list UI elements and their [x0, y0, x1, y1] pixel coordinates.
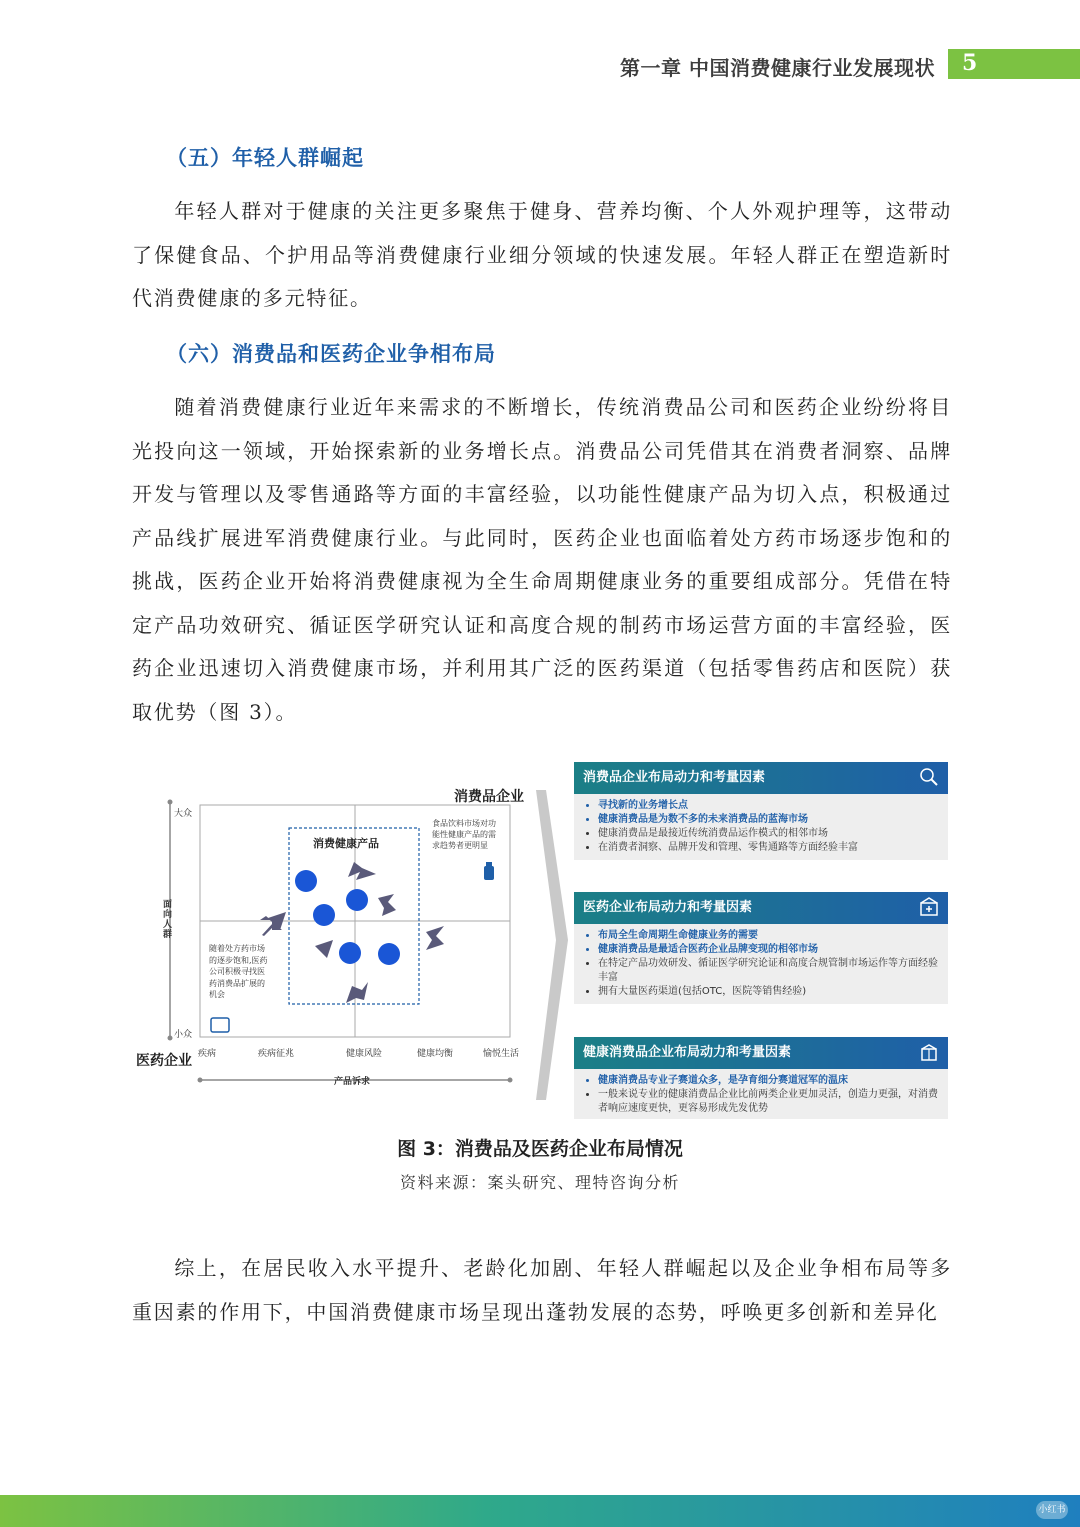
conclusion-paragraph: 综上，在居民收入水平提升、老龄化加剧、年轻人群崛起以及企业争相布局等多重因素的作用下，中国消费健康市场呈现出蓬勃发展的态势，呼唤更多创新和差异化	[132, 1256, 952, 1324]
arrow-shape	[348, 862, 376, 880]
watermark: 小红书	[1036, 1501, 1068, 1519]
product-dot	[295, 870, 317, 892]
section-paragraph-young: 年轻人群对于健康的关注更多聚焦于健身、营养均衡、个人外观护理等，这带动了保健食品、个护用品等消费健康行业细分领域的快速发展。年轻人群正在塑造新时代消费健康的多元特征。	[132, 199, 952, 310]
arrow-shape	[378, 894, 396, 916]
product-dot	[378, 943, 400, 965]
magnifier-icon	[918, 766, 940, 788]
panel-pharma	[574, 892, 948, 1004]
x-tick-2: 疾病征兆	[258, 1049, 295, 1059]
y-top-label: 大众	[174, 809, 193, 819]
y-axis-label: 面向人群	[163, 900, 173, 940]
list-item: • 健康消费品专业子赛道众多，是孕育细分赛道冠军的温床	[598, 1074, 940, 1088]
page-number: 5	[962, 50, 978, 76]
bottle-icon	[484, 866, 494, 880]
list-item: • 拥有大量医药渠道(包括OTC，医院等销售经验)	[598, 985, 940, 999]
figure-caption: 图 3：消费品及医药企业布局情况	[397, 1138, 683, 1160]
box-icon	[918, 1041, 940, 1063]
panel-pharma-title: 医药企业布局动力和考量因素	[574, 892, 948, 924]
list-item: • 布局全生命周期生命健康业务的需要	[598, 929, 940, 943]
chapter-title: 第一章 中国消费健康行业发展现状	[620, 56, 935, 80]
list-item: • 在消费者洞察、品牌开发和管理、零售通路等方面经验丰富	[598, 841, 940, 855]
pharmacy-icon	[918, 896, 940, 918]
panel-health-consumer	[574, 1037, 948, 1119]
panel-consumer	[574, 762, 948, 860]
product-dot	[313, 904, 335, 926]
section-paragraph-companies: 随着消费健康行业近年来需求的不断增长，传统消费品公司和医药企业纷纷将目光投向这一领域，开始探索新的业务增长点。消费品公司凭借其在消费者洞察、品牌开发与管理以及零售通路等方面的丰富经验，以功能性健康产品为切入点，积极通过产品线扩展进军消费健康行业。与此同时，医药企业也面临着处方药市场逐步饱和的挑战，医药企业开始将消费健康视为全生命周期健康业务的重要组成部分。凭借在特定产品功效研究、循证医学研究认证和高度合规的制药市场运营方面的丰富经验，医药企业迅速切入消费健康市场，并利用其广泛的医药渠道（包括零售药店和医院）获取优势（图 3）。	[132, 395, 952, 724]
figure-source: 资料来源：案头研究、理特咨询分析	[399, 1173, 680, 1192]
arrow-shape	[310, 940, 333, 963]
arrow-shape	[262, 912, 286, 936]
pill-bottle-icon	[211, 1018, 229, 1032]
list-item: • 健康消费品是最适合医药企业品牌变现的相邻市场	[598, 943, 940, 957]
consumer-company-label: 消费品企业	[454, 789, 524, 805]
list-item: • 健康消费品是最接近传统消费品运作模式的相邻市场	[598, 827, 940, 841]
product-dot	[339, 942, 361, 964]
arrow-shape	[346, 982, 368, 1003]
section-heading-companies: （六）消费品和医药企业争相布局	[166, 341, 496, 366]
x-tick-1: 疾病	[198, 1049, 217, 1059]
chevron-connector	[536, 790, 570, 1110]
list-item: • 健康消费品是为数不多的未来消费品的蓝海市场	[598, 813, 940, 827]
panel-consumer-title: 消费品企业布局动力和考量因素	[574, 762, 948, 794]
x-tick-4: 健康均衡	[417, 1049, 454, 1059]
product-dot	[346, 889, 368, 911]
list-item: • 一般来说专业的健康消费品企业比前两类企业更加灵活，创造力更强，对消费者响应速度更快，更容易形成先发优势	[598, 1088, 940, 1116]
pharma-company-label: 医药企业	[136, 1053, 192, 1069]
panel-health-consumer-title: 健康消费品企业布局动力和考量因素	[574, 1037, 948, 1069]
consumer-note: 食品饮料市场对功能性健康产品的需求趋势者更明显	[432, 819, 496, 850]
pharma-note: 随着处方药市场的逐步饱和,医药公司积极寻找医药消费品扩展的机会	[209, 944, 268, 999]
section-heading-young: （五）年轻人群崛起	[166, 145, 364, 170]
page-number-badge	[948, 49, 1080, 79]
x-tick-5: 愉悦生活	[483, 1049, 520, 1059]
list-item: • 寻找新的业务增长点	[598, 799, 940, 813]
x-axis-label: 产品诉求	[334, 1077, 371, 1087]
footer-bar	[0, 1495, 1080, 1527]
consumer-health-box-label: 消费健康产品	[313, 837, 379, 850]
consumer-health-box	[289, 828, 419, 1004]
y-bottom-label: 小众	[174, 1030, 193, 1040]
list-item: • 在特定产品功效研发、循证医学研究论证和高度合规管制市场运作等方面经验丰富	[598, 957, 940, 985]
x-tick-3: 健康风险	[346, 1049, 383, 1059]
arrow-shape	[426, 926, 444, 950]
